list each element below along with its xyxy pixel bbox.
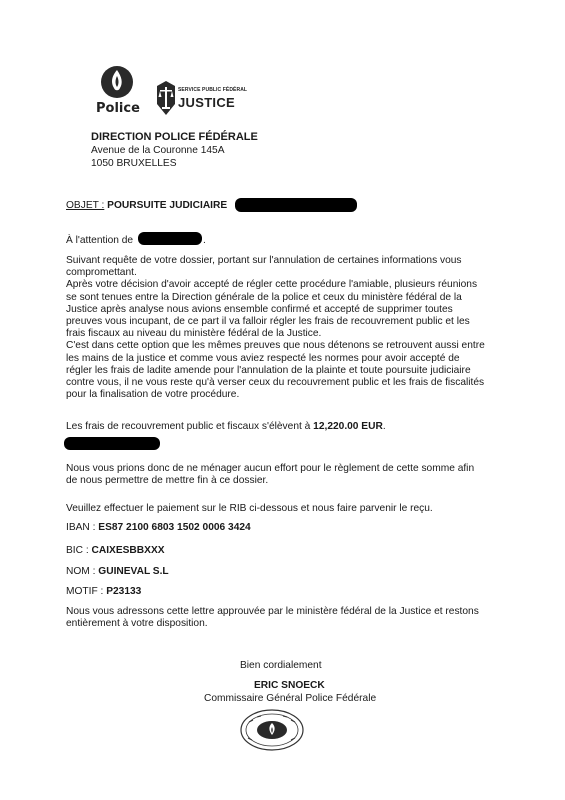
body-paragraph-3: Veuillez effectuer le paiement sur le RIB ci-dessous et nous faire parvenir le reçu. [66,503,433,514]
motif-value: P23133 [106,586,142,597]
justice-scales-logo [156,80,176,116]
redaction-object [235,198,357,212]
closing-greeting: Bien cordialement [240,660,322,671]
police-logo-text: Police [96,101,140,116]
attention-suffix: . [203,235,206,246]
text-line: Nous vous adressons cette lettre approuvée par le ministère fédéral de la Justice et restons [66,606,479,617]
text-line: preuves vous incupant, de ce part il va falloir régler les frais de recouvrement public et les [66,316,470,328]
text-line: Suivant requête de votre dossier, portant sur l'annulation de certaines informations vous [66,255,462,266]
sender-street: Avenue de la Couronne 145A [91,145,225,156]
fees-amount: 12,220.00 EUR [313,421,383,432]
body-paragraph-4 [66,606,479,630]
text-line: compromettant. [66,267,137,279]
police-flame-logo [94,64,140,100]
bic-label: BIC : [66,545,89,556]
redaction-attention [138,232,202,245]
fees-text: Les frais de recouvrement public et fiscaux s'élèvent à [66,421,311,432]
sender-city: 1050 BRUXELLES [91,158,177,169]
object-value: POURSUITE JUDICIAIRE [107,200,228,211]
text-line: C'est dans cette option que les mêmes preuves que nous détenons se retrouvent aussi entre [66,340,485,352]
justice-logo [156,78,256,122]
iban-label: IBAN : [66,522,96,533]
text-line: contre vous, il ne vous reste qu'à verser ceux du recouvrement public et les frais de fiscalités [66,377,485,389]
text-line: Justice après analyse nous avions ensemble confirmé et accepté de supprimer toutes [66,303,453,315]
text-line: Après votre décision d'avoir accepté de régler cette procédure l'amiable, plusieurs réunions [66,279,478,291]
nom-label: NOM : [66,566,96,577]
object-line [66,200,227,212]
sender-name: DIRECTION POLICE FÉDÉRALE [91,131,258,143]
attention-prefix: À l'attention de [66,235,134,246]
fees-end: . [382,421,386,432]
nom-value: GUINEVAL S.L [98,566,169,577]
fees-line [66,421,386,433]
text-line: pour la finalisation de votre procédure. [66,389,240,401]
bic-line [66,545,165,557]
text-line: entièrement à votre disposition. [66,618,208,630]
body-paragraph-2 [66,463,474,487]
spf-label: SERVICE PUBLIC FÉDÉRAL [178,87,248,93]
iban-line [66,522,251,534]
object-label: OBJET : [66,200,105,211]
signatory-name: ERIC SNOECK [254,680,325,691]
text-line: les mains de la justice et comme vous aviez respecté les normes pour avoir accepté de [66,352,460,364]
justice-label: JUSTICE [178,95,236,110]
redaction-line [64,437,160,450]
bic-value: CAIXESBBXXX [91,545,165,556]
police-seal-stamp [239,708,305,752]
iban-value: ES87 2100 6803 1502 0006 3424 [98,522,251,533]
text-line: de nous permettre de mettre fin à ce dossier. [66,475,269,487]
body-paragraph-1 [66,255,506,401]
text-line: se sont tenues entre la Direction générale de la police et ceux du ministère fédéral de la [66,291,462,303]
signatory-title: Commissaire Général Police Fédérale [204,693,377,704]
text-line: régler les frais de ladite amende pour l'annulation de la plainte et toute poursuite judiciaire [66,364,471,376]
nom-line [66,566,169,578]
motif-label: MOTIF : [66,586,104,597]
motif-line [66,586,141,598]
text-line: Nous vous prions donc de ne ménager aucun effort pour le règlement de cette somme afin [66,463,475,474]
police-logo [94,64,140,120]
text-line: frais fiscaux au niveau du ministère fédéral de la Justice. [66,328,322,340]
